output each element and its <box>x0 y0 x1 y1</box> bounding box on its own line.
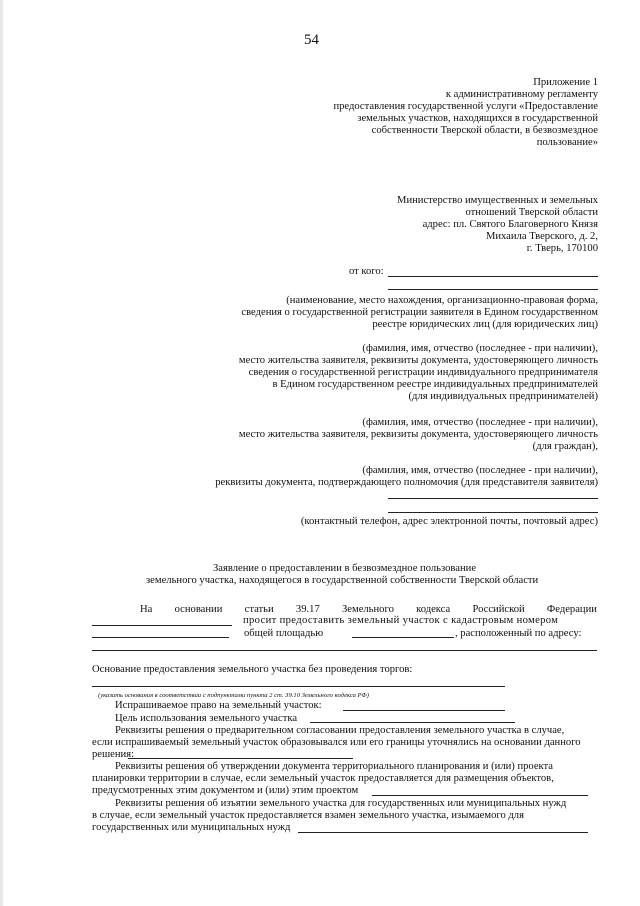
address-label: , расположенный по адресу: <box>455 628 582 639</box>
word: кодекса <box>416 604 451 615</box>
applicant-field[interactable] <box>92 625 232 626</box>
word: 39.17 <box>295 604 320 615</box>
territory-line: планировки территории в случае, если земельный участок предоставляется для размещения объектов, <box>92 773 554 784</box>
seizure-line: Реквизиты решения об изъятии земельного участка для государственных или муниципальных нужд <box>115 798 567 809</box>
document-subtitle: земельного участка, находящегося в государственной собственности Тверской области <box>146 575 539 586</box>
from-field-line-2[interactable] <box>388 289 598 290</box>
hint-entrepreneur-line: место жительства заявителя, реквизиты документа, удостоверяющего личность <box>238 355 598 366</box>
prelim-line: Реквизиты решения о предварительном согласовании предоставления земельного участка в случае, <box>115 725 565 736</box>
word: На <box>140 604 153 615</box>
addressee-line: г. Тверь, 170100 <box>526 243 598 254</box>
prelim-line: если испрашиваемый земельный участок образовывался или его границы уточнялись на основании данного <box>92 737 581 748</box>
purpose-label: Цель использования земельного участка <box>115 713 298 724</box>
territory-line: предусмотренных этим документом и (или) этим проектом <box>92 785 359 796</box>
area-field[interactable] <box>352 637 454 638</box>
page-number: 54 <box>304 32 319 48</box>
hint-citizen-line: (фамилия, имя, отчество (последнее - при наличии), <box>362 417 598 428</box>
seizure-field[interactable] <box>298 832 588 833</box>
purpose-field[interactable] <box>310 722 515 723</box>
appendix-line: собственности Тверской области, в безвозмездное <box>371 125 598 136</box>
hint-citizen-line: (для граждан), <box>532 441 598 452</box>
basis-field[interactable] <box>92 686 505 687</box>
hint-representative-line: реквизиты документа, подтверждающего полномочия (для представителя заявителя) <box>215 477 598 488</box>
area-label: общей площадью <box>244 628 324 639</box>
prelim-field[interactable] <box>128 758 353 759</box>
seizure-line: государственных или муниципальных нужд <box>92 822 291 833</box>
address-field[interactable] <box>92 650 597 651</box>
seizure-line: в случае, если земельный участок предоставляется взамен земельного участка, изымаемого для <box>92 810 524 821</box>
contacts-field-line-2[interactable] <box>388 512 598 513</box>
hint-citizen-line: место жительства заявителя, реквизиты документа, удостоверяющего личность <box>238 429 598 440</box>
word: статьи <box>244 604 274 615</box>
territory-field[interactable] <box>372 795 588 796</box>
right-field[interactable] <box>343 710 505 711</box>
cadastral-number-field[interactable] <box>92 637 229 638</box>
basis-label: Основание предоставления земельного участка без проведения торгов: <box>92 664 413 675</box>
hint-entrepreneur-line: в Едином государственном реестре индивидуальных предпринимателей <box>272 379 598 390</box>
basis-note: (указать основания в соответствии с подпунктами пункта 2 ст. 39.10 Земельного кодекса РФ) <box>98 692 369 699</box>
hint-contacts: (контактный телефон, адрес электронной почты, почтовый адрес) <box>300 516 598 527</box>
hint-legal-line: реестре юридических лиц (для юридических лиц) <box>372 319 598 330</box>
addressee-line: Министерство имущественных и земельных <box>397 195 598 206</box>
hint-representative-line: (фамилия, имя, отчество (последнее - при наличии), <box>362 465 598 476</box>
appendix-line: к административному регламенту <box>445 89 598 100</box>
appendix-line: земельных участков, находящихся в государственной <box>357 113 598 124</box>
request-text: просит предоставить земельный участок с кадастровым номером <box>243 615 559 626</box>
from-label: от кого: <box>349 266 384 277</box>
hint-entrepreneur-line: сведения о государственной регистрации индивидуального предпринимателя <box>248 367 598 378</box>
territory-line: Реквизиты решения об утверждении документа территориального планирования и (или) проекта <box>115 761 554 772</box>
addressee-line: отношений Тверской области <box>465 207 598 218</box>
word: Земельного <box>341 604 394 615</box>
addressee-line: Михаила Тверского, д. 2, <box>485 231 598 242</box>
appendix-line: предоставления государственной услуги «Предоставление <box>333 101 598 112</box>
contacts-field[interactable] <box>388 498 598 499</box>
prelim-line: решения: <box>92 749 135 760</box>
addressee-line: адрес: пл. Святого Благоверного Князя <box>422 219 598 230</box>
hint-legal-line: (наименование, место нахождения, организационно-правовая форма, <box>286 295 598 306</box>
document-title: Заявление о предоставлении в безвозмездное пользование <box>213 563 477 574</box>
right-label: Испрашиваемое право на земельный участок: <box>115 700 322 711</box>
from-field[interactable] <box>388 276 598 277</box>
appendix-line: пользование» <box>536 137 598 148</box>
hint-legal-line: сведения о государственной регистрации заявителя в Едином государственном <box>241 307 598 318</box>
scan-edge <box>0 0 3 906</box>
hint-entrepreneur-line: (для индивидуальных предпринимателей) <box>408 391 598 402</box>
word: основании <box>174 604 223 615</box>
hint-entrepreneur-line: (фамилия, имя, отчество (последнее - при наличии), <box>362 343 598 354</box>
appendix-line: Приложение 1 <box>533 77 598 88</box>
word: Российской <box>472 604 525 615</box>
word: Федерации <box>546 604 597 615</box>
